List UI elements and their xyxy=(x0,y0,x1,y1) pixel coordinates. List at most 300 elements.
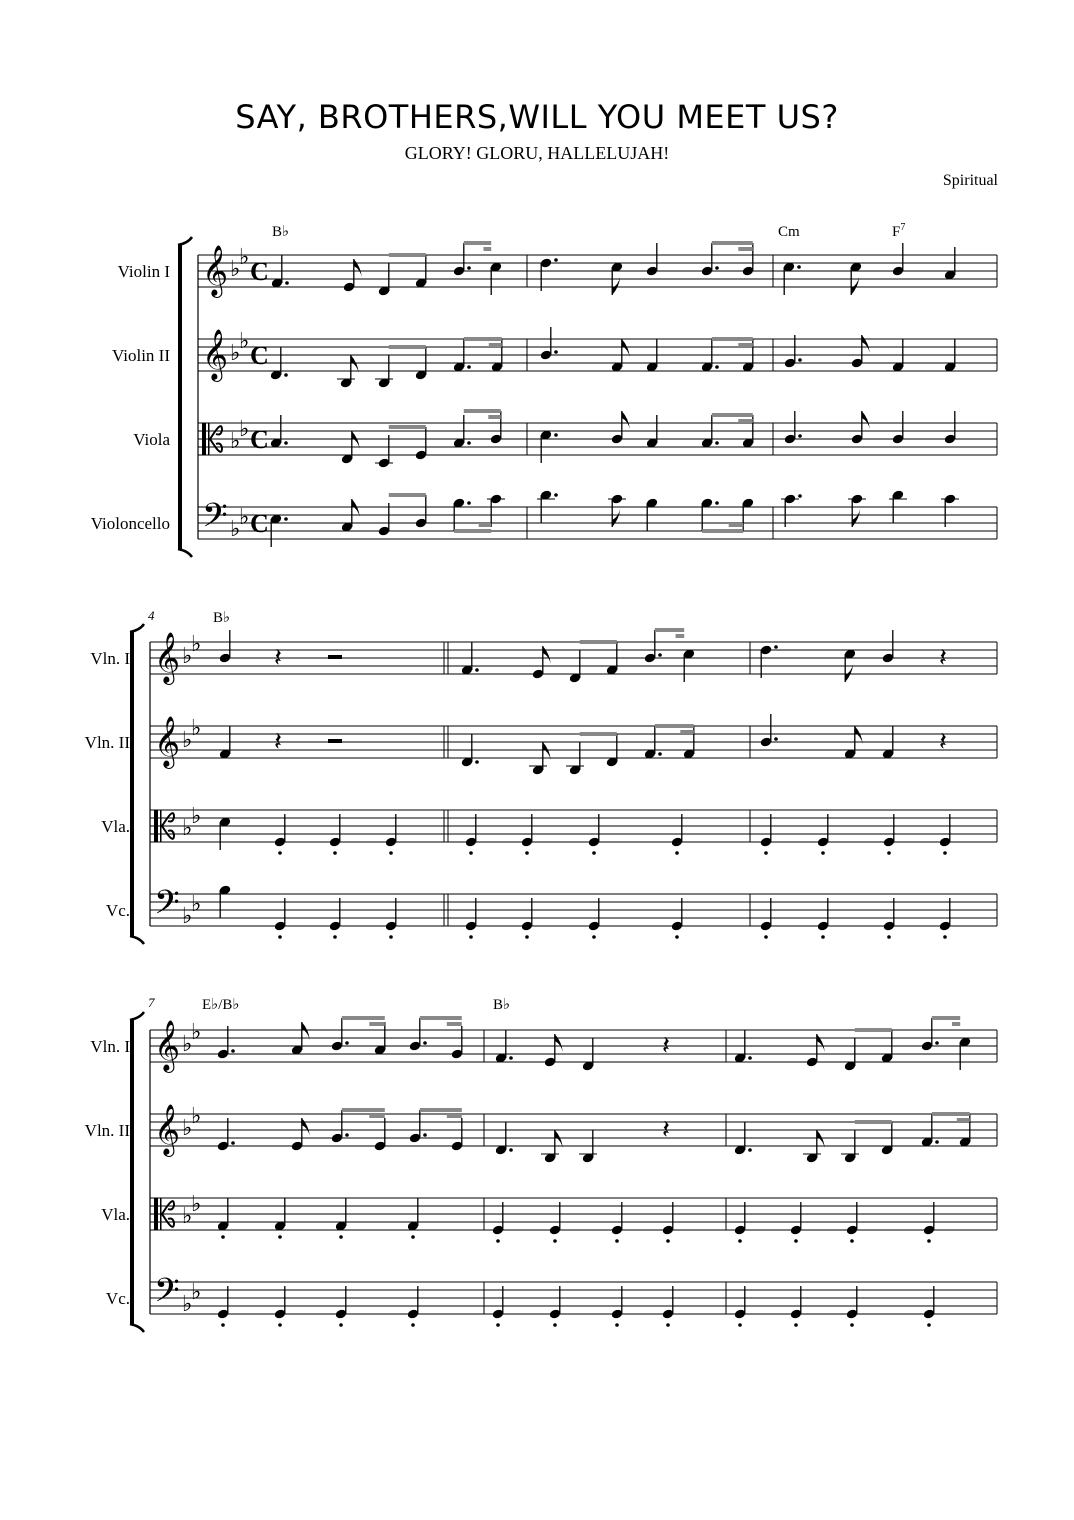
measure-number: 7 xyxy=(148,995,155,1010)
dot xyxy=(774,645,778,649)
note xyxy=(606,642,619,676)
instrument-label: Vla. xyxy=(101,1205,130,1224)
note xyxy=(566,742,584,776)
staccato-note xyxy=(335,1198,348,1239)
flat-icon: ♭ xyxy=(230,517,241,542)
note xyxy=(701,415,719,449)
flag xyxy=(862,411,870,429)
note xyxy=(271,255,289,289)
chord-symbol: B♭ xyxy=(272,224,290,240)
note xyxy=(453,243,471,277)
note xyxy=(959,1036,972,1070)
note xyxy=(453,415,471,449)
flat-icon: ♭ xyxy=(182,816,193,841)
dot xyxy=(475,760,479,764)
note xyxy=(760,714,778,748)
quarter-rest: 𝄽 xyxy=(274,727,282,757)
staccato-dot xyxy=(738,1323,742,1327)
bracket-hook xyxy=(130,624,144,632)
flag xyxy=(555,1034,563,1052)
staccato-dot xyxy=(675,935,679,939)
treble-clef-icon: 𝄞 xyxy=(154,632,181,683)
chord-symbol: B♭ xyxy=(493,997,511,1013)
staccato-dot xyxy=(675,851,679,855)
flat-icon: ♭ xyxy=(182,644,193,669)
flag xyxy=(543,742,551,760)
staccato-note xyxy=(407,1198,420,1239)
staccato-dot xyxy=(496,1239,500,1243)
note xyxy=(540,257,558,291)
note xyxy=(343,259,362,293)
note xyxy=(844,1038,857,1072)
flag xyxy=(817,1034,825,1052)
flag xyxy=(851,277,859,295)
flag xyxy=(354,259,362,277)
treble-clef-icon: 𝄞 xyxy=(154,1104,181,1155)
flat-icon: ♭ xyxy=(191,1192,202,1217)
staccato-dot xyxy=(666,1323,670,1327)
flag xyxy=(352,431,360,449)
instrument-label: Vc. xyxy=(105,1289,130,1308)
note xyxy=(291,1118,310,1152)
note xyxy=(270,513,288,547)
dot xyxy=(748,1148,752,1152)
dot xyxy=(285,281,289,285)
dot xyxy=(658,653,662,657)
flat-icon: ♭ xyxy=(239,417,250,442)
staccato-dot xyxy=(469,851,473,855)
dot xyxy=(554,433,558,437)
flat-icon: ♭ xyxy=(191,804,202,829)
staff-alto xyxy=(101,804,997,855)
treble-clef-icon: 𝄞 xyxy=(202,329,229,380)
staff-treble xyxy=(112,327,997,389)
dot xyxy=(284,373,288,377)
note xyxy=(490,261,503,295)
note xyxy=(644,630,662,664)
staff-treble xyxy=(90,630,997,685)
staff-alto xyxy=(101,1192,997,1243)
staccato-dot xyxy=(278,935,282,939)
staff-alto xyxy=(133,411,997,469)
note xyxy=(646,497,659,531)
chord-symbol: B♭ xyxy=(213,610,231,626)
bass-clef-icon: 𝄢 xyxy=(154,1272,180,1318)
staccato-dot xyxy=(553,1239,557,1243)
system-bracket xyxy=(178,245,182,549)
quarter-rest: 𝄽 xyxy=(939,643,947,673)
dot xyxy=(231,1049,235,1053)
note xyxy=(944,411,957,445)
composer-credit: Spiritual xyxy=(942,172,998,189)
dot xyxy=(798,494,802,498)
note xyxy=(646,243,659,277)
staccato-dot xyxy=(850,1323,854,1327)
staff-bass xyxy=(106,1272,997,1327)
note xyxy=(540,327,558,361)
staccato-dot xyxy=(887,935,891,939)
note xyxy=(850,261,863,295)
chord-symbol: E♭/B♭ xyxy=(202,997,240,1013)
staccato-dot xyxy=(333,851,337,855)
staff-treble xyxy=(85,714,997,776)
note xyxy=(606,734,619,768)
flat-icon: ♭ xyxy=(191,1104,202,1129)
note xyxy=(541,1130,563,1164)
dot xyxy=(798,434,802,438)
flat-icon: ♭ xyxy=(230,429,241,454)
staccato-dot xyxy=(943,851,947,855)
dot xyxy=(554,258,558,262)
instrument-label: Vln. II xyxy=(84,733,130,752)
dot xyxy=(935,1041,939,1045)
staccato-dot xyxy=(764,851,768,855)
dot xyxy=(284,517,288,521)
treble-clef-icon: 𝄞 xyxy=(202,245,229,296)
note xyxy=(217,1026,235,1060)
staff-treble xyxy=(118,243,997,298)
staccato-dot xyxy=(221,1323,225,1327)
dot xyxy=(467,266,471,270)
note xyxy=(892,339,905,373)
staccato-dot xyxy=(278,1323,282,1327)
staccato-dot xyxy=(333,935,337,939)
note xyxy=(644,726,662,760)
flag xyxy=(817,1130,825,1148)
note xyxy=(461,642,479,676)
flag xyxy=(302,1022,310,1040)
dot xyxy=(715,266,719,270)
bracket-hook xyxy=(178,549,192,557)
dot xyxy=(774,737,778,741)
dot xyxy=(797,265,801,269)
staccato-dot xyxy=(553,1323,557,1327)
bracket-hook xyxy=(130,1324,144,1332)
dot xyxy=(798,358,802,362)
chord-symbol: Cm xyxy=(778,224,800,240)
flat-icon: ♭ xyxy=(191,1280,202,1305)
system-3 xyxy=(85,1012,997,1332)
note xyxy=(611,339,630,373)
staccato-dot xyxy=(927,1239,931,1243)
instrument-label: Vln. II xyxy=(84,1121,130,1140)
staff-bass xyxy=(91,489,997,547)
dot xyxy=(467,501,471,505)
flag xyxy=(302,1118,310,1136)
note xyxy=(608,493,626,527)
note xyxy=(882,630,895,664)
instrument-label: Violin I xyxy=(117,262,170,281)
note xyxy=(851,335,870,369)
flag xyxy=(352,499,360,517)
flat-icon: ♭ xyxy=(230,257,241,282)
note xyxy=(889,489,907,523)
flat-icon: ♭ xyxy=(239,329,250,354)
note xyxy=(803,1130,825,1164)
staccato-dot xyxy=(764,935,768,939)
note xyxy=(784,411,802,445)
bass-clef-icon: 𝄢 xyxy=(154,884,180,930)
staccato-dot xyxy=(943,935,947,939)
flag xyxy=(862,335,870,353)
treble-clef-icon: 𝄞 xyxy=(154,716,181,767)
flag xyxy=(855,726,863,744)
note xyxy=(415,495,428,529)
chord-symbol: $F^7$ xyxy=(892,222,906,240)
note xyxy=(453,339,471,373)
note xyxy=(742,497,755,531)
dot xyxy=(509,1148,513,1152)
flat-icon: ♭ xyxy=(182,1292,193,1317)
note xyxy=(611,411,630,445)
staccato-dot xyxy=(615,1323,619,1327)
quarter-rest: 𝄽 xyxy=(274,643,282,673)
note xyxy=(529,742,551,776)
flat-icon: ♭ xyxy=(191,632,202,657)
note xyxy=(409,1110,427,1144)
dot xyxy=(748,1056,752,1060)
note xyxy=(784,335,802,369)
flat-icon: ♭ xyxy=(191,716,202,741)
half-rest xyxy=(328,655,342,659)
note xyxy=(921,1114,939,1148)
bracket-hook xyxy=(130,936,144,944)
note xyxy=(375,355,393,389)
note xyxy=(409,1018,427,1052)
staccato-dot xyxy=(821,935,825,939)
measure-number: 4 xyxy=(148,608,155,623)
note xyxy=(532,646,551,680)
note xyxy=(892,243,905,277)
dot xyxy=(715,441,719,445)
note xyxy=(495,1122,513,1156)
staccato-dot xyxy=(496,1323,500,1327)
note xyxy=(331,1110,349,1144)
note xyxy=(378,263,391,297)
instrument-label: Vln. I xyxy=(90,649,130,668)
staccato-dot xyxy=(821,851,825,855)
dot xyxy=(423,1041,427,1045)
note xyxy=(683,648,696,682)
time-signature: C xyxy=(250,509,269,538)
flag xyxy=(612,277,620,295)
staccato-dot xyxy=(592,935,596,939)
instrument-label: Vla. xyxy=(101,817,130,836)
staccato-dot xyxy=(389,851,393,855)
staff-treble xyxy=(85,1104,997,1164)
note xyxy=(451,1026,464,1060)
note xyxy=(374,1022,387,1056)
flag xyxy=(555,1130,563,1148)
note xyxy=(544,1034,563,1068)
note xyxy=(217,1118,235,1152)
note xyxy=(844,726,863,760)
flag xyxy=(852,509,860,527)
staff-treble xyxy=(90,1018,997,1073)
note xyxy=(701,243,719,277)
staccato-dot xyxy=(411,1235,415,1239)
note xyxy=(944,339,957,373)
note xyxy=(415,347,428,381)
note xyxy=(941,493,959,527)
staccato-note xyxy=(217,1198,230,1239)
staccato-dot xyxy=(411,1323,415,1327)
staccato-dot xyxy=(794,1323,798,1327)
dot xyxy=(231,1141,235,1145)
staccato-dot xyxy=(525,851,529,855)
note xyxy=(537,489,558,523)
half-rest xyxy=(328,739,342,743)
note xyxy=(781,493,802,527)
dot xyxy=(554,493,558,497)
note xyxy=(841,1130,859,1164)
quarter-rest: 𝄽 xyxy=(662,1115,670,1145)
note xyxy=(701,339,719,373)
note xyxy=(944,247,957,281)
staccato-dot xyxy=(794,1239,798,1243)
time-signature: C xyxy=(250,341,269,370)
score-title: SAY, BROTHERS,WILL YOU MEET US? xyxy=(235,98,839,136)
flat-icon: ♭ xyxy=(191,892,202,917)
note xyxy=(374,1118,387,1152)
note xyxy=(291,1022,310,1056)
note xyxy=(270,415,288,449)
staccato-dot xyxy=(389,935,393,939)
dot xyxy=(658,752,662,756)
note xyxy=(341,499,360,533)
note xyxy=(701,497,719,531)
note xyxy=(734,1030,752,1064)
note xyxy=(848,493,866,527)
note xyxy=(569,650,582,684)
dot xyxy=(423,1133,427,1137)
note xyxy=(881,1122,894,1156)
dot xyxy=(935,1140,939,1144)
flag xyxy=(622,339,630,357)
dot xyxy=(715,501,719,505)
note xyxy=(882,726,895,760)
note xyxy=(582,1038,595,1072)
flat-icon: ♭ xyxy=(182,728,193,753)
time-signature: C xyxy=(250,257,269,286)
bracket-hook xyxy=(130,1012,144,1020)
note xyxy=(331,1018,349,1052)
staccato-dot xyxy=(221,1235,225,1239)
dot xyxy=(467,441,471,445)
staccato-dot xyxy=(738,1239,742,1243)
staccato-dot xyxy=(850,1239,854,1243)
note xyxy=(415,427,428,461)
note xyxy=(487,493,505,527)
note xyxy=(378,503,391,537)
flat-icon: ♭ xyxy=(191,1020,202,1045)
quarter-rest: 𝄽 xyxy=(939,727,947,757)
dot xyxy=(345,1041,349,1045)
system-bracket xyxy=(130,632,134,936)
instrument-label: Violoncello xyxy=(90,514,170,533)
note xyxy=(760,644,778,678)
dot xyxy=(345,1133,349,1137)
flag xyxy=(543,646,551,664)
system-2 xyxy=(85,624,997,944)
staccato-dot xyxy=(666,1239,670,1243)
staccato-dot xyxy=(887,851,891,855)
dot xyxy=(715,365,719,369)
note xyxy=(892,411,905,445)
flat-icon: ♭ xyxy=(182,1032,193,1057)
flat-icon: ♭ xyxy=(182,1116,193,1141)
staccato-dot xyxy=(469,935,473,939)
time-signature: C xyxy=(250,425,269,454)
note xyxy=(375,435,393,469)
note xyxy=(783,261,801,295)
flag xyxy=(351,355,359,373)
instrument-label: Vc. xyxy=(105,901,130,920)
dot xyxy=(467,365,471,369)
note xyxy=(646,415,659,449)
instrument-label: Viola xyxy=(133,430,170,449)
staccato-dot xyxy=(339,1235,343,1239)
score-subtitle: GLORY! GLORU, HALLELUJAH! xyxy=(404,143,670,163)
flat-icon: ♭ xyxy=(239,245,250,270)
dot xyxy=(475,668,479,672)
note xyxy=(881,1030,894,1064)
note xyxy=(219,726,232,760)
instrument-label: Vln. I xyxy=(90,1037,130,1056)
note xyxy=(461,734,479,768)
note xyxy=(341,431,360,465)
note xyxy=(337,355,359,389)
staccato-dot xyxy=(339,1323,343,1327)
note xyxy=(844,648,857,682)
note xyxy=(611,261,624,295)
staccato-note xyxy=(274,1198,287,1239)
note xyxy=(219,816,232,850)
note xyxy=(219,884,232,918)
staccato-dot xyxy=(525,935,529,939)
treble-clef-icon: 𝄞 xyxy=(154,1020,181,1071)
note xyxy=(646,339,659,373)
note xyxy=(540,429,558,463)
staccato-dot xyxy=(927,1323,931,1327)
staccato-dot xyxy=(615,1239,619,1243)
note xyxy=(415,255,428,289)
dot xyxy=(509,1056,513,1060)
flag xyxy=(622,411,630,429)
quarter-rest: 𝄽 xyxy=(662,1031,670,1061)
instrument-label: Violin II xyxy=(112,346,170,365)
note xyxy=(451,1118,464,1152)
note xyxy=(453,497,471,531)
note xyxy=(579,1130,597,1164)
staccato-dot xyxy=(592,851,596,855)
note xyxy=(806,1034,825,1068)
flag xyxy=(612,509,620,527)
note xyxy=(734,1122,752,1156)
note xyxy=(921,1018,939,1052)
staccato-dot xyxy=(278,1235,282,1239)
staccato-dot xyxy=(278,851,282,855)
flat-icon: ♭ xyxy=(182,904,193,929)
note xyxy=(219,630,232,664)
bracket-hook xyxy=(178,237,192,245)
staff-bass xyxy=(106,884,997,939)
note xyxy=(270,347,288,381)
dot xyxy=(554,350,558,354)
flat-icon: ♭ xyxy=(230,341,241,366)
system-bracket xyxy=(130,1020,134,1324)
flat-icon: ♭ xyxy=(182,1204,193,1229)
